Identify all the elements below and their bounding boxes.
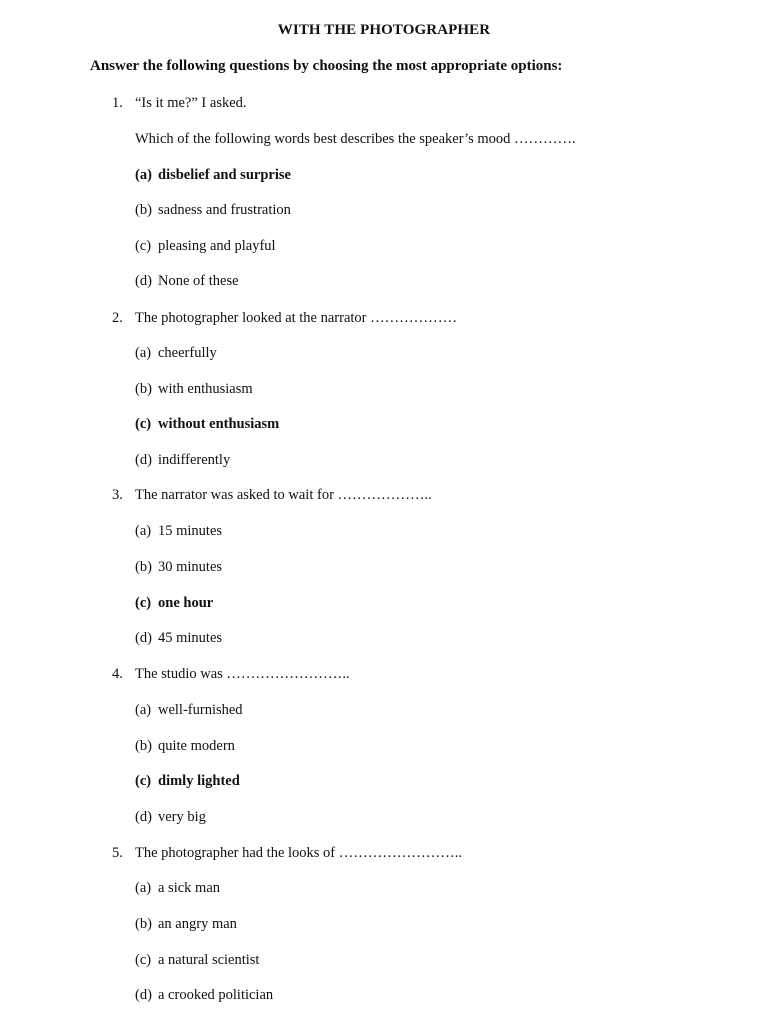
option-text: None of these xyxy=(158,273,239,289)
option-text: one hour xyxy=(158,595,214,611)
option-text: a crooked politician xyxy=(158,987,274,1003)
question-1-text: “Is it me?” I asked. xyxy=(135,95,247,111)
question-5-option-a xyxy=(135,879,220,897)
option-text: a sick man xyxy=(158,880,221,896)
option-tag: (a) xyxy=(135,702,152,718)
question-2-option-c xyxy=(135,415,279,433)
question-1-option-c xyxy=(135,237,276,255)
option-tag: (c) xyxy=(135,952,152,968)
question-4-option-d xyxy=(135,808,206,826)
question-4-option-c xyxy=(135,772,240,790)
option-tag: (d) xyxy=(135,452,152,468)
option-text: quite modern xyxy=(158,738,235,754)
question-3-option-c xyxy=(135,594,213,612)
question-2-option-b xyxy=(135,380,253,398)
option-tag: (b) xyxy=(135,738,152,754)
option-tag: (b) xyxy=(135,916,152,932)
question-1-number: 1. xyxy=(112,95,123,111)
question-1-option-a xyxy=(135,166,291,184)
option-tag: (c) xyxy=(135,416,152,432)
question-5-option-b xyxy=(135,915,237,933)
option-text: cheerfully xyxy=(158,345,217,361)
option-tag: (a) xyxy=(135,523,152,539)
instruction-text: Answer the following questions by choosing the most appropriate options: xyxy=(90,58,563,74)
option-tag: (a) xyxy=(135,345,152,361)
option-tag: (a) xyxy=(135,167,152,183)
page-title: WITH THE PHOTOGRAPHER xyxy=(277,22,491,38)
question-3-number: 3. xyxy=(112,487,123,503)
question-2-option-a xyxy=(135,344,217,362)
option-tag: (b) xyxy=(135,381,152,397)
question-1-option-d xyxy=(135,272,239,290)
question-5-text: The photographer had the looks of …………………….. xyxy=(135,845,463,861)
question-3-option-d xyxy=(135,629,222,647)
question-5-option-d xyxy=(135,986,273,1004)
question-3-text: The narrator was asked to wait for ……………….. xyxy=(135,487,432,503)
option-text: without enthusiasm xyxy=(158,416,280,432)
question-3-option-b xyxy=(135,558,222,576)
question-5-number: 5. xyxy=(112,845,123,861)
question-2-text: The photographer looked at the narrator ……………… xyxy=(135,310,458,326)
question-4-number: 4. xyxy=(112,666,123,682)
option-text: sadness and frustration xyxy=(158,202,291,218)
option-tag: (c) xyxy=(135,238,152,254)
option-text: 15 minutes xyxy=(158,523,223,539)
option-text: with enthusiasm xyxy=(158,381,253,397)
option-text: indifferently xyxy=(158,452,231,468)
question-4-option-a xyxy=(135,701,243,719)
question-2-number: 2. xyxy=(112,310,123,326)
option-text: very big xyxy=(158,809,206,825)
option-text: dimly lighted xyxy=(158,773,240,789)
question-2-option-d xyxy=(135,451,230,469)
option-text: disbelief and surprise xyxy=(158,167,291,183)
option-tag: (b) xyxy=(135,559,152,575)
option-tag: (d) xyxy=(135,630,152,646)
option-text: pleasing and playful xyxy=(158,238,276,254)
option-text: 30 minutes xyxy=(158,559,223,575)
question-4-option-b xyxy=(135,737,235,755)
question-5-option-c xyxy=(135,951,259,969)
option-text: a natural scientist xyxy=(158,952,260,968)
question-4-text: The studio was …………………….. xyxy=(135,666,350,682)
option-tag: (a) xyxy=(135,880,152,896)
option-tag: (d) xyxy=(135,809,152,825)
question-1-subtext: Which of the following words best describes the speaker’s mood …………. xyxy=(135,131,576,147)
question-1-option-b xyxy=(135,201,291,219)
question-3-option-a xyxy=(135,522,222,540)
option-text: an angry man xyxy=(158,916,237,932)
option-tag: (c) xyxy=(135,773,152,789)
option-tag: (d) xyxy=(135,987,152,1003)
option-tag: (c) xyxy=(135,595,152,611)
option-tag: (d) xyxy=(135,273,152,289)
option-text: 45 minutes xyxy=(158,630,223,646)
option-text: well-furnished xyxy=(158,702,243,718)
option-tag: (b) xyxy=(135,202,152,218)
